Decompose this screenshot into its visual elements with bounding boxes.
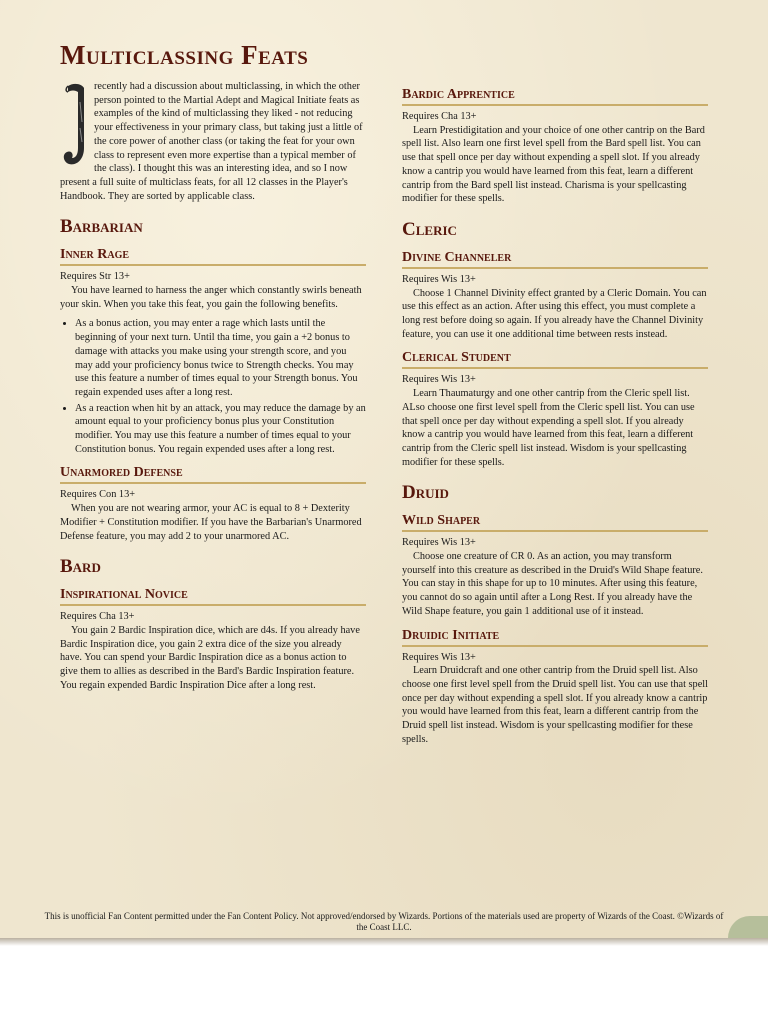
left-column [60,80,366,693]
list-item: • As a reaction when hit by an attack, you may reduce the damage by an amount equal to your proficiency bonus plus your Constitution modifier. You may use this feature a number of times equal to your Constitution bonus. You regain expended uses after a long rest. [75,402,366,457]
bardic-apprentice-requirement: Requires Cha 13+ [402,111,477,122]
cleric-heading: Cleric [402,218,457,240]
bardic-apprentice-text: Learn Prestidigitation and your choice of one other cantrip on the Bard spell list. Also learn one first level spell from the Bard spell list. You can use that spell once per day without expending a spell slot. If you already know a cantrip you would have learned from this feat, learn a different cantrip from the Bard spell list instead. Charisma is your spellcasting modifier for these spells. [402,124,705,205]
page-shadow [0,938,768,946]
clerical-student-text: Learn Thaumaturgy and one other cantrip from the Cleric spell list. ALso choose one first level spell from the Cleric spell list. You can use that spell once per day without expending a spell slot. If you already know a cantrip you would have learned from this feat, learn a different cantrip from the Cleric spell list instead. Wisdom is your spellcasting modifier for these spells. [402,388,695,468]
page-title: Multiclassing Feats [60,40,309,70]
inspirational-novice-requirement: Requires Cha 13+ [60,611,135,623]
druid-heading: Druid [402,482,449,504]
divine-channeler-text: Choose 1 Channel Divinity effect granted by a Cleric Domain. You can use this effect as an action. After using this effect, you must complete a long rest before doing so again. If you already have the Channel Divinity feature, you can use it one additional time between rests instead. [402,287,707,340]
inspirational-novice-text: You gain 2 Bardic Inspiration dice, which are d4s. If you already have Bardic Inspiration dice, you gain 2 extra dice of the size you already have. You can spend your Bardic Inspiration dice as a bonus action to give them to allies as described in the Bard's Bardic Inspiration feature. You regain expended Bardic Inspiration Dice after a long rest. [60,624,360,691]
divine-channeler-heading: Divine Channeler [402,249,708,269]
clerical-student-heading: Clerical Student [402,349,708,369]
page-corner-ornament [728,916,768,938]
list-item: • As a bonus action, you may enter a rage which lasts until the beginning of your next turn. Until tha time, you gain a +2 bonus to damage with attacks you make using your strength score, and you may add your proficiency bonus twice to Strength checks. You may use this feature a number of times equal to your Strength bonus. You regain expended uses after a long rest. [75,317,366,399]
wild-shaper-heading: Wild Shaper [402,512,708,532]
wild-shaper-requirement: Requires Wis 13+ [402,537,476,549]
divine-channeler-requirement: Requires Wis 13+ [402,273,476,285]
wild-shaper-text: Choose one creature of CR 0. As an action, you may transform yourself into this creature as described in the Druid's Wild Shape feature. You can stay in this shape for up to 10 minutes. After using this feature, you cannot do so again until after a Long Rest. If you already have the Wild Shape feature, you gain 1 additional use of it instead. [402,551,703,617]
inner-rage-heading: Inner Rage [60,246,366,266]
bardic-apprentice-heading: Bardic Apprentice [402,86,708,106]
inner-rage-benefits-list [60,317,366,456]
legal-footer: This is unofficial Fan Content permitted under the Fan Content Policy. Not approved/endorsed by Wizards. Portions of the materials used are property of Wizards of the Coast. ©Wizards of the Coast LLC. [44,911,724,932]
inner-rage-requirement: Requires Str 13+ [60,271,130,283]
unarmored-defense-heading: Unarmored Defense [60,464,366,484]
inner-rage-text: You have learned to harness the anger which constantly swirls beneath your skin. When you take this feat, you gain the following benefits. [60,285,362,310]
intro-text: recently had a discussion about multiclassing, in which the other person pointed to the Martial Adept and Magical Initiate feats as examples of the kind of multiclassing they liked - not reducing your effectiveness in your primary class, but taking just a little of the core power of another class (or taking the feat for your own class to represent even more expertise than a typical member of the class). I thought this was an interesting idea, and so I now present a full suite of multiclass feats, for all 12 classes in the Player's Handbook. They are sorted by applicable class. [60,81,363,202]
bard-heading: Bard [60,556,101,578]
unarmored-defense-text: When you are not wearing armor, your AC is equal to 8 + Dexterity Modifier + Constitution modifier. If you have the Barbarian's Unarmored Defense feature, you may add 2 to your unarmored AC. [60,503,362,542]
unarmored-defense-requirement: Requires Con 13+ [60,489,136,501]
druidic-initiate-requirement: Requires Wis 13+ [402,651,476,663]
barbarian-heading: Barbarian [60,216,143,238]
clerical-student-requirement: Requires Wis 13+ [402,374,476,386]
right-column [402,80,708,747]
druidic-initiate-heading: Druidic Initiate [402,627,708,647]
dropcap-letter-icon [60,82,88,168]
intro-paragraph [60,80,366,203]
inspirational-novice-heading: Inspirational Novice [60,586,366,606]
druidic-initiate-text: Learn Druidcraft and one other cantrip from the Druid spell list. Also choose one first level spell from the Druid spell list. You can use that spell once per day without expending a spell slot. If you already know a cantrip you would have learned from this feat, learn a different cantrip from the Druid spell list instead. Wisdom is your spellcasting modifier for these spells. [402,665,708,745]
